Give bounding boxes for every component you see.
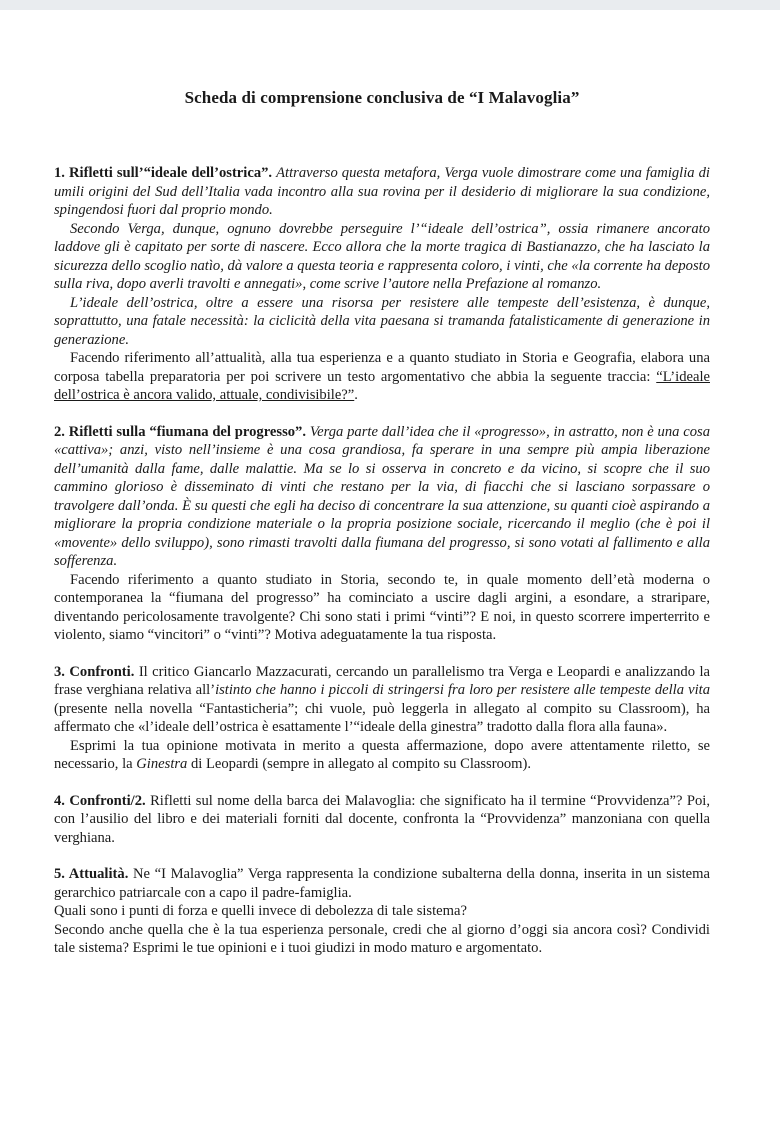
- section-2-heading: 2. Rifletti sulla “fiumana del progresso”.: [54, 423, 306, 440]
- document-title: Scheda di comprensione conclusiva de “I Malavoglia”: [184, 88, 580, 107]
- section-4-intro: [54, 792, 710, 848]
- section-5-heading: 5. Attualità.: [54, 866, 129, 882]
- document-page: [0, 10, 780, 1143]
- section-5-paragraph-3: Secondo anche quella che è la tua esperienza personale, credi che al giorno d’oggi sia ancora così? Condividi tale sistema? Esprimi le tue opinioni e i tuoi giudizi in modo maturo e argomentato.: [54, 921, 710, 956]
- section-1-task-text: Facendo riferimento all’attualità, alla tua esperienza e a quanto studiato in Storia e Geografia, elabora una corposa tabella preparatoria per poi scrivere un testo argomentativo che abbia la seguente traccia:: [54, 350, 710, 385]
- section-3-text-a: Il critico Giancarlo Mazzacurati, cercando un parallelismo tra Verga e Leopardi e analizzando la frase verghiana relativa all’: [54, 663, 710, 698]
- section-3-intro: [54, 663, 710, 737]
- section-5-paragraph-2: Quali sono i punti di forza e quelli invece di debolezza di tale sistema?: [54, 903, 467, 919]
- section-2-paragraph-2: Facendo riferimento a quanto studiato in Storia, secondo te, in quale momento dell’età moderna o contemporanea la “fiumana del progresso” ha cominciato a uscire dagli argini, a esondare, a straripare, diventando pericolosamente travolgente? Chi sono stati i primi “vinti”? E noi, in questo scorrere imperterrito e violento, siamo “vincitori” o “vinti”? Motiva adeguatamente la tua risposta.: [54, 571, 710, 643]
- section-5-text: Ne “I Malavoglia” Verga rappresenta la condizione subalterna della donna, inserita in un sistema gerarchico patriarcale con a capo il padre-famiglia.: [54, 866, 710, 901]
- section-1-heading: 1. Rifletti sull’“ideale dell’ostrica”.: [54, 165, 273, 181]
- section-3-task-a: Esprimi la tua opinione motivata in merito a questa affermazione, dopo avere attentamente riletto, se necessario, la: [54, 737, 710, 772]
- section-1-period: .: [354, 387, 358, 403]
- section-1-intro: [54, 164, 710, 220]
- section-5: [54, 865, 710, 958]
- section-1-paragraph-2: Secondo Verga, dunque, ognuno dovrebbe perseguire l’“ideale dell’ostrica”, ossia rimanere ancorato laddove gli è capitato per sorte di nascere. Ecco allora che la morte tragica di Bastianazzo, che ha lasciato la sicurezza dello scoglio natìo, dà valore a questa teoria e rappresenta coloro, i vinti, che «la corrente ha deposto sulla riva, dopo averli travolti e annegati», come scrive l’autore nella Prefazione al romanzo.: [54, 220, 710, 292]
- section-1-paragraph-3: L’ideale dell’ostrica, oltre a essere una risorsa per resistere alle tempeste dell’esistenza, è dunque, soprattutto, una fatale necessità: la ciclicità della vita paesana si tramanda fatalisticamente di generazione in generazione.: [54, 294, 710, 348]
- section-1-essay-prompt: “L’ideale dell’ostrica è ancora valido, attuale, condivisibile?”: [54, 368, 710, 403]
- section-3-text-b: (presente nella novella “Fantasticheria”; chi vuole, può leggerla in allegato al compito su Classroom), ha affermato che «l’ideale dell’ostrica è esattamente l’“ideale della ginestra” tradotto dalla flora alla fauna».: [54, 700, 710, 735]
- section-3-task-b: di Leopardi (sempre in allegato al compito su Classroom).: [187, 756, 532, 772]
- section-3-quote: istinto che hanno i piccoli di stringersi fra loro per resistere alle tempeste della vita: [215, 682, 710, 698]
- section-5-intro: [54, 865, 710, 902]
- section-3-heading: 3. Confronti.: [54, 663, 135, 680]
- section-2: [54, 423, 710, 645]
- section-3: [54, 663, 710, 774]
- section-4-text: Rifletti sul nome della barca dei Malavoglia: che significato ha il termine “Provvidenza”? Poi, con l’ausilio del libro e dei materiali forniti dal docente, confronta la “Provvidenza” manzoniana con quella verghiana.: [54, 792, 710, 846]
- section-2-intro: [54, 423, 710, 571]
- section-4: [54, 792, 710, 848]
- section-1-text: Attraverso questa metafora, Verga vuole dimostrare come una famiglia di umili origini del Sud dell’Italia vada incontro alla sua rovina per il desiderio di migliorare la sua condizione, spingendosi fuori dal proprio mondo.: [54, 165, 710, 218]
- section-1-paragraph-4: [54, 349, 710, 405]
- section-3-ginestra: Ginestra: [136, 756, 188, 772]
- section-2-text: Verga parte dall’idea che il «progresso», in astratto, non è una cosa «cattiva»; anzi, visto nell’insieme è una cosa grandiosa, fa sperare in una sempre più ampia liberazione dell’umanità dalla fame, dalle malattie. Ma se lo si osserva in concreto e da vicino, si scopre che il suo cammino glorioso è disseminato di vinti che restano per la via, di fiacchi che si lasciano sorpassare o travolgere dall’onda. È su questi che egli ha deciso di concentrare la sua attenzione, su quanti cioè aspirando a migliorare la propria condizione materiale o la propria posizione sociale, ricercando il meglio (che è poi il «movente» dello sviluppo), sono rimasti travolti dalla fiumana del progresso, si sono votati al fallimento e alla sofferenza.: [54, 423, 710, 569]
- section-1: [54, 164, 710, 405]
- section-4-heading: 4. Confronti/2.: [54, 792, 146, 809]
- section-3-paragraph-2: [54, 737, 710, 774]
